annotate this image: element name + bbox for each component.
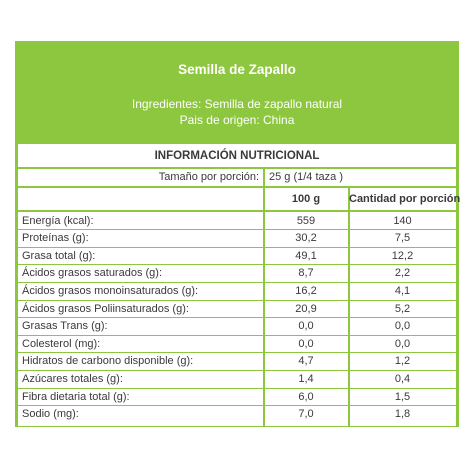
origin-text: Pais de origen: China: [179, 113, 295, 127]
value-100g: 7,0: [298, 408, 314, 421]
serving-label: Tamaño por porción:: [158, 171, 259, 183]
row-divider: [18, 247, 456, 248]
nutrient-name: Proteínas (g):: [22, 232, 89, 245]
value-portion: 1,2: [394, 355, 411, 368]
value-portion: 2,2: [394, 267, 411, 280]
nutrient-name: Ácidos grasos Poliinsaturados (g):: [22, 302, 189, 315]
value-portion: 5,2: [394, 302, 411, 315]
value-100g: 49,1: [295, 249, 317, 262]
nutrient-name: Ácidos grasos saturados (g):: [22, 267, 163, 280]
ingredients-text: Ingredientes: Semilla de zapallo natural: [131, 97, 343, 111]
nutrition-table: [18, 144, 461, 426]
nutrient-name: Colesterol (mg):: [22, 337, 101, 350]
nutrient-name: Fibra dietaria total (g):: [22, 390, 130, 403]
row-divider: [18, 282, 456, 283]
value-portion: 0,0: [394, 320, 411, 333]
product-info: [15, 96, 459, 128]
row-divider: [18, 388, 456, 389]
value-portion: 140: [393, 214, 412, 227]
value-portion: 1,8: [394, 408, 411, 421]
row-divider: [18, 317, 456, 318]
nutrient-name: Ácidos grasos monoinsaturados (g):: [22, 284, 199, 297]
value-100g: 0,0: [298, 337, 314, 350]
row-divider: [18, 300, 456, 301]
product-title: Semilla de Zapallo: [178, 62, 296, 77]
nutrient-name: Energía (kcal):: [22, 214, 94, 227]
row-divider: [18, 352, 456, 353]
value-portion: 7,5: [394, 232, 411, 245]
nutrient-name: Sodio (mg):: [22, 408, 79, 421]
value-100g: 16,2: [295, 284, 317, 297]
row-divider: [18, 370, 456, 371]
column-header-100g: 100 g: [291, 193, 321, 205]
value-100g: 6,0: [298, 390, 314, 403]
value-100g: 8,7: [298, 267, 314, 280]
column-header-portion: Cantidad por porción: [349, 193, 461, 205]
nutrient-name: Grasas Trans (g):: [22, 320, 108, 333]
value-100g: 1,4: [298, 372, 314, 385]
value-portion: 0,0: [394, 337, 411, 350]
value-100g: 20,9: [295, 302, 317, 315]
value-portion: 0,4: [394, 372, 411, 385]
nutrient-name: Azúcares totales (g):: [22, 372, 123, 385]
heading-divider: [18, 167, 456, 169]
serving-divider: [18, 186, 456, 188]
row-divider: [18, 229, 456, 230]
nutrition-label-card: [15, 41, 459, 427]
value-100g: 30,2: [295, 232, 317, 245]
value-100g: 559: [296, 214, 316, 227]
table-heading: INFORMACIÓN NUTRICIONAL: [154, 150, 320, 162]
column-header-divider: [18, 210, 456, 212]
value-portion: 4,1: [394, 284, 411, 297]
row-divider: [18, 405, 456, 406]
value-100g: 4,7: [298, 355, 314, 368]
serving-value: 25 g (1/4 taza ): [269, 171, 343, 183]
value-portion: 1,5: [394, 390, 411, 403]
row-divider: [18, 335, 456, 336]
nutrient-name: Hidratos de carbono disponible (g):: [22, 355, 194, 368]
value-100g: 0,0: [298, 320, 314, 333]
value-portion: 12,2: [391, 249, 414, 262]
nutrient-name: Grasa total (g):: [22, 249, 96, 262]
row-divider: [18, 264, 456, 265]
